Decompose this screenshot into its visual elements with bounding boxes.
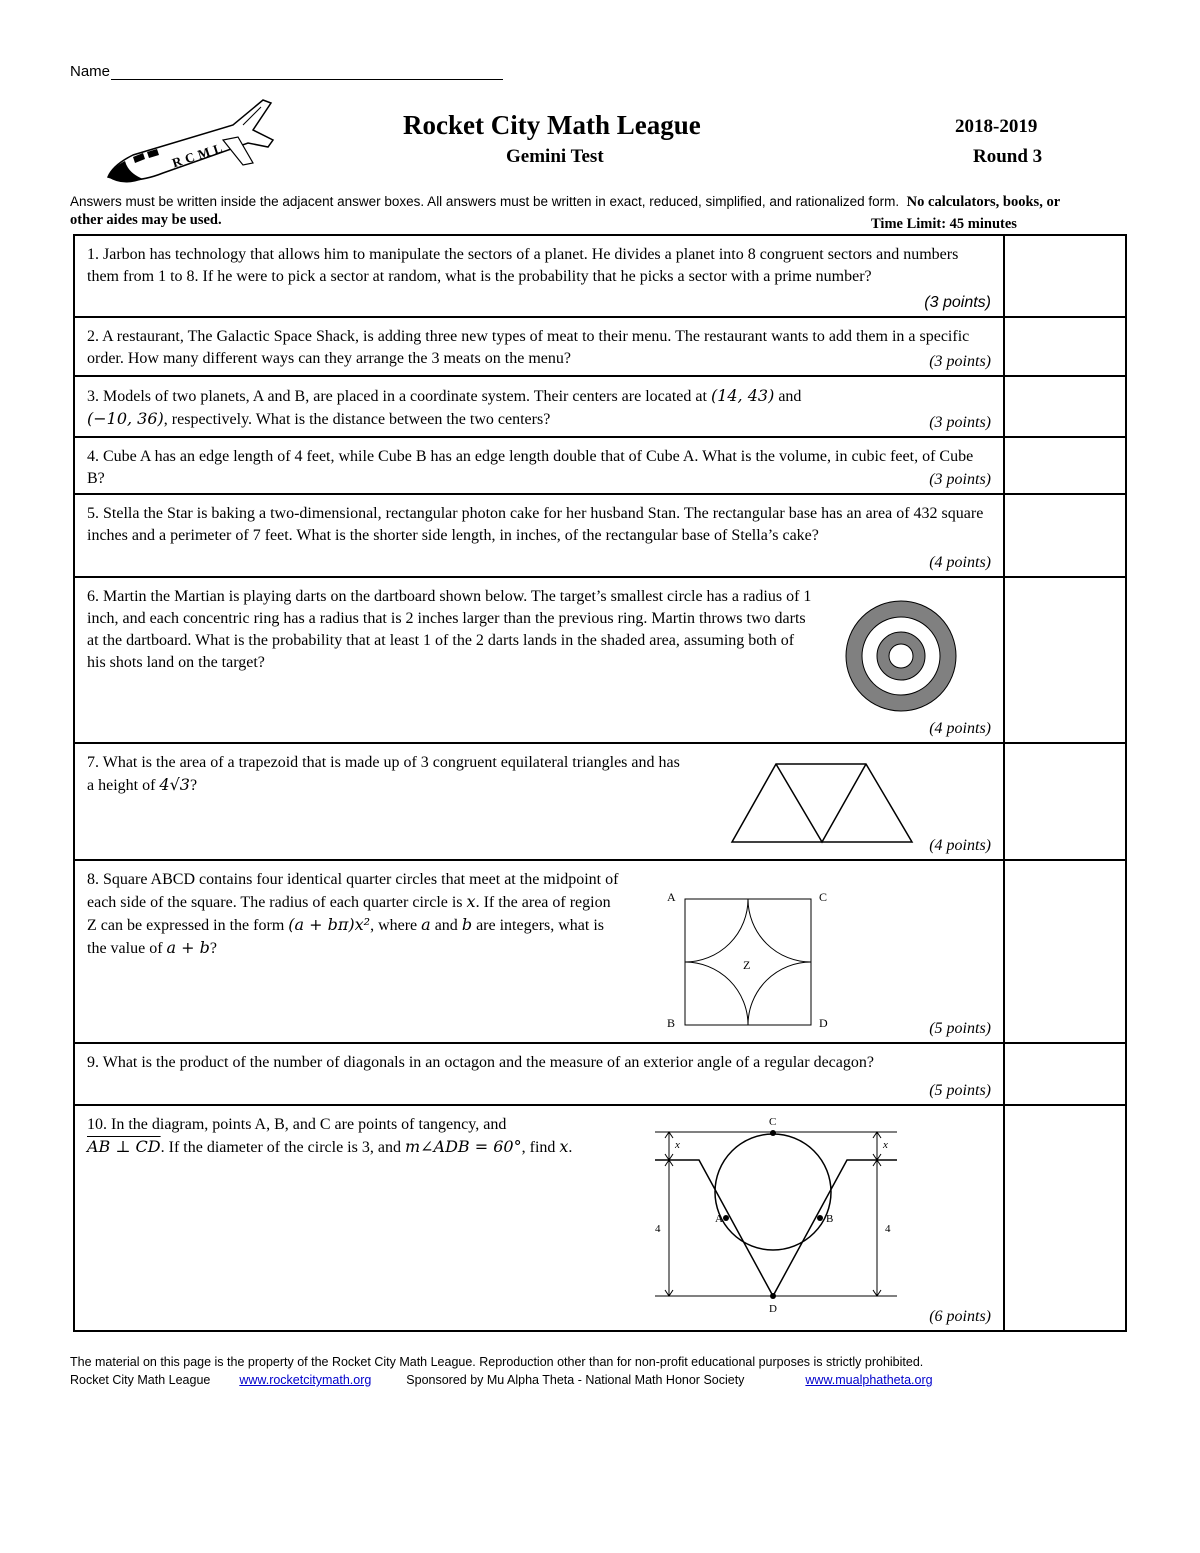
q8-text-c: , where xyxy=(370,917,418,934)
question-9-points: (5 points) xyxy=(929,1082,991,1099)
label-z: Z xyxy=(743,958,751,972)
label-d: D xyxy=(819,1016,828,1029)
q8-math-b: (a + bπ)x² xyxy=(288,915,371,934)
logo-text: RCML xyxy=(170,138,228,171)
answer-box-7[interactable] xyxy=(1004,743,1126,860)
question-row-1 xyxy=(74,235,1126,317)
question-9-text: 9. What is the product of the number of diagonals in an octagon and the measure of an exterior angle of a regular decagon? xyxy=(87,1054,874,1071)
rocket-shuttle-logo xyxy=(103,95,278,190)
footer-sponsor: Sponsored by Mu Alpha Theta - National Math Honor Society xyxy=(406,1373,745,1387)
answer-box-5[interactable] xyxy=(1004,494,1126,577)
tangent-circle xyxy=(715,1134,834,1250)
instructions-bold: No calculators, books, or other aides may be used. xyxy=(70,194,1060,228)
q8-text-d: and xyxy=(434,917,458,934)
answer-box-4[interactable] xyxy=(1004,437,1126,494)
mat-website-link[interactable]: www.mualphatheta.org xyxy=(805,1373,933,1387)
question-2-points: (3 points) xyxy=(929,353,991,370)
label-x-left: x xyxy=(675,1139,680,1151)
q8-text-e: are integers, what is the value of xyxy=(87,917,605,957)
questions-table xyxy=(73,234,1127,1332)
question-7-text xyxy=(87,752,687,797)
name-blank-line[interactable] xyxy=(111,65,503,80)
q7-text-a: 7. What is the area of a trapezoid that is made up of 3 congruent equilateral triangles and has a height of xyxy=(87,754,680,794)
question-8-points: (5 points) xyxy=(929,1020,991,1037)
question-10-points: (6 points) xyxy=(929,1308,991,1325)
footer-links xyxy=(70,1373,933,1387)
answer-box-8[interactable] xyxy=(1004,860,1126,1043)
square-quarter-circles-figure xyxy=(663,887,833,1029)
answer-box-2[interactable] xyxy=(1004,317,1126,376)
q8-text-a: 8. Square ABCD contains four identical quarter circles that meet at the midpoint of each side of the square. The radius of each quarter circle is xyxy=(87,871,619,911)
q3-text-a: 3. Models of two planets, A and B, are placed in a coordinate system. Their centers are located at xyxy=(87,388,707,405)
q10-text-a: 10. In the diagram, points A, B, and C are points of tangency, and xyxy=(87,1116,507,1133)
question-2-text: 2. A restaurant, The Galactic Space Shack, is adding three new types of meat to their menu. The restaurant wants to add them in a specific order. How many different ways can they arrange the 3 meats on the menu? xyxy=(87,328,970,367)
instructions-text: Answers must be written inside the adjacent answer boxes. All answers must be written in exact, reduced, simplified, and rationalized form. xyxy=(70,194,900,209)
test-name: Gemini Test xyxy=(506,146,604,167)
label-b: B xyxy=(667,1016,676,1029)
question-4-points: (3 points) xyxy=(929,471,991,488)
question-10-text xyxy=(87,1114,627,1159)
label-a: A xyxy=(715,1213,723,1225)
q8-text-f: ? xyxy=(209,940,217,957)
q10-text-b: . If the diameter of the circle is 3, and xyxy=(160,1139,401,1156)
label-x-right: x xyxy=(883,1139,888,1151)
v-shape-lines xyxy=(655,1160,897,1296)
question-row-6 xyxy=(74,577,1126,743)
question-5-points: (4 points) xyxy=(929,554,991,571)
q10-math-a: AB ⊥ CD xyxy=(87,1137,161,1156)
answer-box-10[interactable] xyxy=(1004,1105,1126,1331)
question-7-points: (4 points) xyxy=(929,837,991,854)
q3-math-a: (14, 43) xyxy=(710,386,775,405)
q8-math-a: x xyxy=(466,892,476,911)
question-4-text: 4. Cube A has an edge length of 4 feet, while Cube B has an edge length double that of Cube A. What is the volume, in cubic feet, of Cube B? xyxy=(87,448,974,487)
q8-math-e: a + b xyxy=(166,938,210,957)
q10-math-b: m∠ADB = 60° xyxy=(404,1137,522,1156)
answer-box-9[interactable] xyxy=(1004,1043,1126,1105)
tangent-circle-figure xyxy=(645,1112,905,1318)
school-year: 2018-2019 xyxy=(955,116,1038,137)
q10-math-c: x xyxy=(559,1137,569,1156)
question-row-5 xyxy=(74,494,1126,577)
name-label: Name xyxy=(70,63,111,80)
trapezoid-inner-lines xyxy=(776,764,866,842)
question-row-8 xyxy=(74,860,1126,1043)
trapezoid-figure xyxy=(730,760,915,844)
q10-text-c: , find xyxy=(521,1139,556,1156)
point-b xyxy=(817,1215,823,1221)
q7-math-a: 4√3 xyxy=(159,775,190,794)
q8-math-d: b xyxy=(461,915,473,934)
q3-text-b: and xyxy=(778,388,802,405)
question-row-10 xyxy=(74,1105,1126,1331)
label-c: C xyxy=(819,890,828,904)
question-row-4 xyxy=(74,437,1126,494)
point-d xyxy=(770,1293,776,1299)
copyright-notice: The material on this page is the property of the Rocket City Math League. Reproduction other than for non-profit educational purposes is strictly prohibited. xyxy=(70,1355,924,1369)
point-a xyxy=(723,1215,729,1221)
point-c xyxy=(770,1130,776,1136)
trapezoid-outline xyxy=(732,764,912,842)
time-limit: Time Limit: 45 minutes xyxy=(871,216,1017,232)
question-row-3 xyxy=(74,376,1126,437)
question-row-9 xyxy=(74,1043,1126,1105)
q3-math-b: (−10, 36) xyxy=(87,409,164,428)
label-four-right: 4 xyxy=(885,1223,891,1235)
footer-org: Rocket City Math League xyxy=(70,1373,211,1387)
dartboard-center xyxy=(889,644,913,668)
q7-text-b: ? xyxy=(189,777,198,794)
dartboard-figure xyxy=(845,600,957,712)
question-3-text xyxy=(87,385,991,431)
answer-box-1[interactable] xyxy=(1004,235,1126,317)
question-6-points: (4 points) xyxy=(929,720,991,737)
label-four-left: 4 xyxy=(655,1223,661,1235)
question-3-points: (3 points) xyxy=(929,414,991,431)
rcml-website-link[interactable]: www.rocketcitymath.org xyxy=(239,1373,372,1387)
label-d: D xyxy=(769,1303,777,1315)
question-1-points: (3 points) xyxy=(924,294,991,311)
q10-text-d: . xyxy=(568,1139,573,1156)
answer-box-3[interactable] xyxy=(1004,376,1126,437)
label-a: A xyxy=(667,890,676,904)
label-c: C xyxy=(769,1116,777,1128)
question-row-2 xyxy=(74,317,1126,376)
answer-box-6[interactable] xyxy=(1004,577,1126,743)
q8-math-c: a xyxy=(421,915,431,934)
label-b: B xyxy=(826,1213,834,1225)
round-label: Round 3 xyxy=(973,146,1043,167)
name-field[interactable] xyxy=(70,63,503,80)
q8-text-b: . If the area of region Z can be expressed in the form xyxy=(87,894,611,934)
question-1-text: 1. Jarbon has technology that allows him to manipulate the sectors of a planet. He divides a planet into 8 congruent sectors and numbers them from 1 to 8. If he were to pick a sector at random, what is the probability that he picks a sector with a prime number? xyxy=(87,246,959,285)
question-row-7 xyxy=(74,743,1126,860)
q3-text-c: , respectively. What is the distance between the two centers? xyxy=(163,411,551,428)
question-5-text: 5. Stella the Star is baking a two-dimensional, rectangular photon cake for her husband Stan. The rectangular base has an area of 432 square inches and a perimeter of 7 feet. What is the shorter side length, in inches, of the rectangular base of Stella’s cake? xyxy=(87,505,984,544)
question-8-text xyxy=(87,869,622,960)
page-title: Rocket City Math League xyxy=(403,110,701,140)
question-6-text: 6. Martin the Martian is playing darts on the dartboard shown below. The target’s smallest circle has a radius of 1 inch, and each concentric ring has a radius that is 2 inches larger than the previous ring. Martin throws two darts at the dartboard. What is the probability that at least 1 of the 2 darts lands in the shaded area, assuming both of his shots land on the target? xyxy=(87,588,812,671)
